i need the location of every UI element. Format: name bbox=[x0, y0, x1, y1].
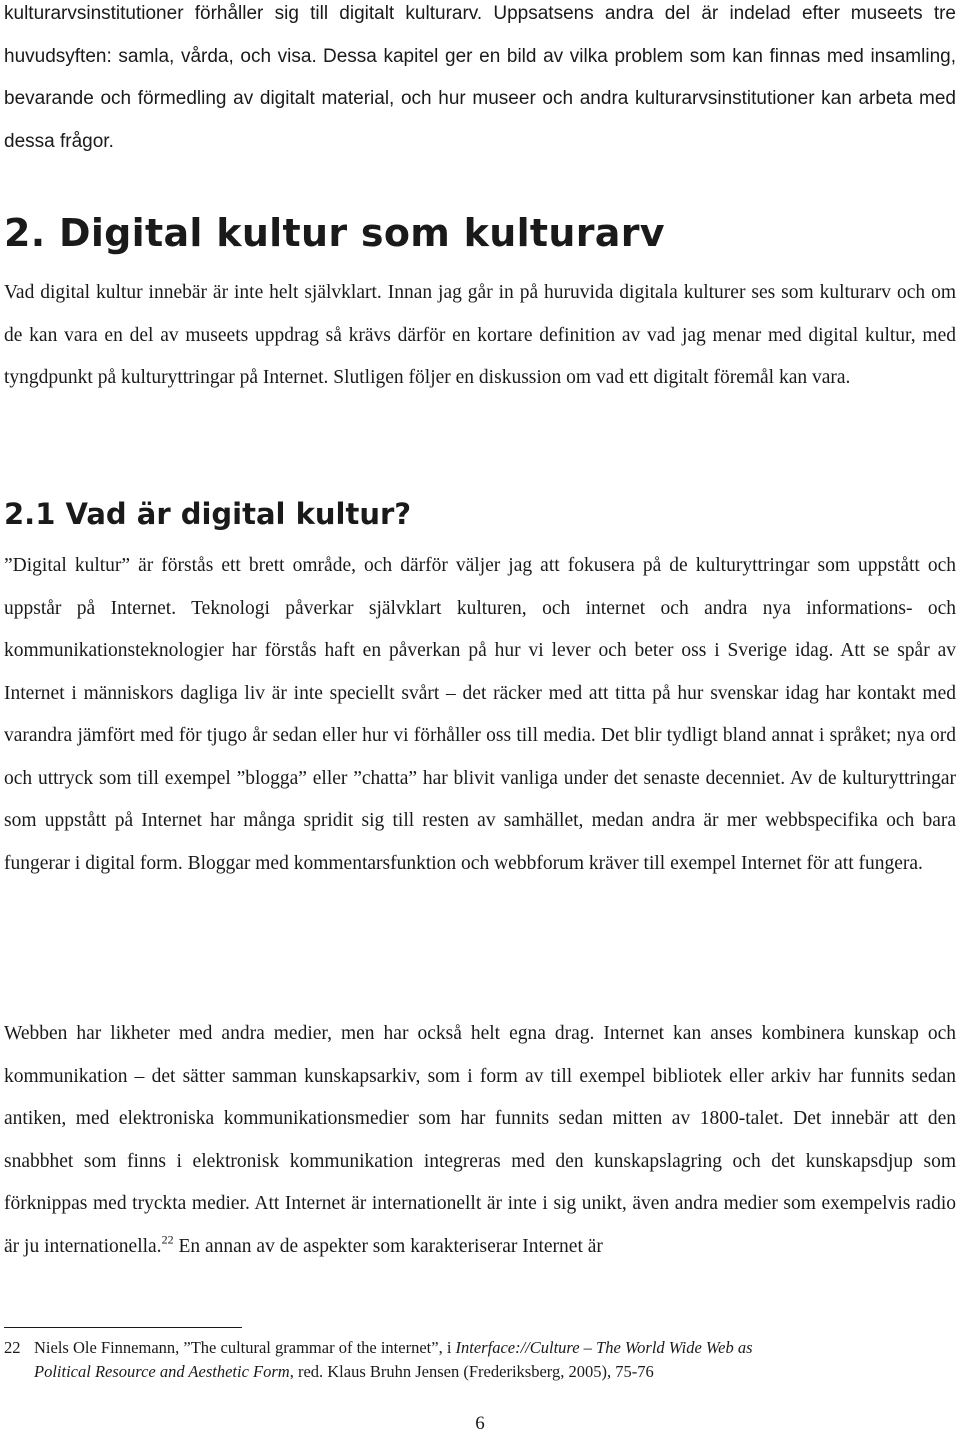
footnote-reference[interactable]: 22 bbox=[161, 1232, 174, 1247]
intro-line-2: museets tre huvudsyften: samla, vårda, och visa. bbox=[4, 3, 956, 67]
footnote-line-2 bbox=[4, 1360, 944, 1384]
chapter-heading: 2. Digital kultur som kulturarv bbox=[4, 211, 665, 255]
section-heading: 2.1 Vad är digital kultur? bbox=[4, 497, 412, 531]
section-paragraph-1: ”Digital kultur” är förstås ett brett område, och därför väljer jag att fokusera på de kulturyttringar som uppstått och uppstår på Internet. Teknologi påverkar självklart kulturen, och internet och andra nya informations- och kommunikationsteknologier har förstås haft en påverkan på hur vi lever och beter oss i Sverige idag. Att se spår av Internet i människors dagliga liv är inte speciellt svårt – det räcker med att titta på hur svenskar idag har kontakt med varandra jämfört med för tjugo år sedan eller hur vi förhåller oss till media. Det blir tydligt bland annat i språket; nya ord och uttryck som till exempel ”blogga” eller ”chatta” har blivit vanliga under det senaste decenniet. Av de kulturyttringar som uppstått på Internet har många spridit sig till resten av samhället, medan andra är mer webbspecifika och bara fungerar i digital form. Bloggar med kommentarsfunktion och webbforum kräver till exempel Internet för att fungera. bbox=[4, 555, 956, 874]
chapter-intro-paragraph: Vad digital kultur innebär är inte helt självklart. Innan jag går in på huruvida digitala kulturer ses som kulturarv och om de kan vara en del av museets uppdrag så krävs därför en kortare definition av vad jag menar med digital kultur, med tyngdpunkt på kulturyttringar på Internet. Slutligen följer en diskussion om vad ett digitalt föremål kan vara. bbox=[4, 282, 956, 388]
page-number: 6 bbox=[475, 1413, 485, 1434]
footnote-number: 22 bbox=[4, 1338, 21, 1357]
footnote-authors: Niels Ole Finnemann, ”The cultural grammar of the internet”, i bbox=[34, 1338, 456, 1357]
section-paragraph-2-tail: En annan av de aspekter som karakteriserar Internet är bbox=[173, 1235, 603, 1257]
footnote bbox=[4, 1336, 944, 1384]
footnote-publication: , red. Klaus Bruhn Jensen (Frederiksberg, 2005), 75-76 bbox=[289, 1362, 654, 1381]
intro-line-1: kulturarvsinstitutioner förhåller sig till digitalt kulturarv. Uppsatsens andra del är indelad efter bbox=[4, 3, 840, 24]
footnote-divider bbox=[4, 1327, 242, 1328]
footnote-title-part-1: Interface://Culture – The World Wide Web as bbox=[455, 1338, 753, 1357]
section-paragraph-2-text: Webben har likheter med andra medier, men har också helt egna drag. Internet kan anses kombinera kunskap och kommunikation – det sätter samman kunskapsarkiv, som i form av till exempel bibliotek eller arkiv har funnits sedan antiken, med elektroniska kommunikationsmedier som har funnits sedan mitten av 1800-talet. Det innebär att den snabbhet som finns i elektronisk kommunikation integreras med den kunskapslagring och det kunskapsdjup som förknippas med tryckta medier. Att Internet är internationellt är inte i sig unikt, även andra medier som exempelvis radio är ju internationella. bbox=[4, 1023, 956, 1257]
section-paragraph-2 bbox=[4, 1013, 956, 1268]
intro-paragraph bbox=[4, 0, 956, 163]
footnote-title-part-2: Political Resource and Aesthetic Form bbox=[34, 1362, 290, 1381]
intro-line-3: Dessa kapitel ger en bild av vilka problem som kan finnas med insamling, bevarande och förmedling av digitalt material, och hur museer och andra kulturarvsinstitutioner kan arbeta med dessa frågor. bbox=[4, 45, 956, 152]
